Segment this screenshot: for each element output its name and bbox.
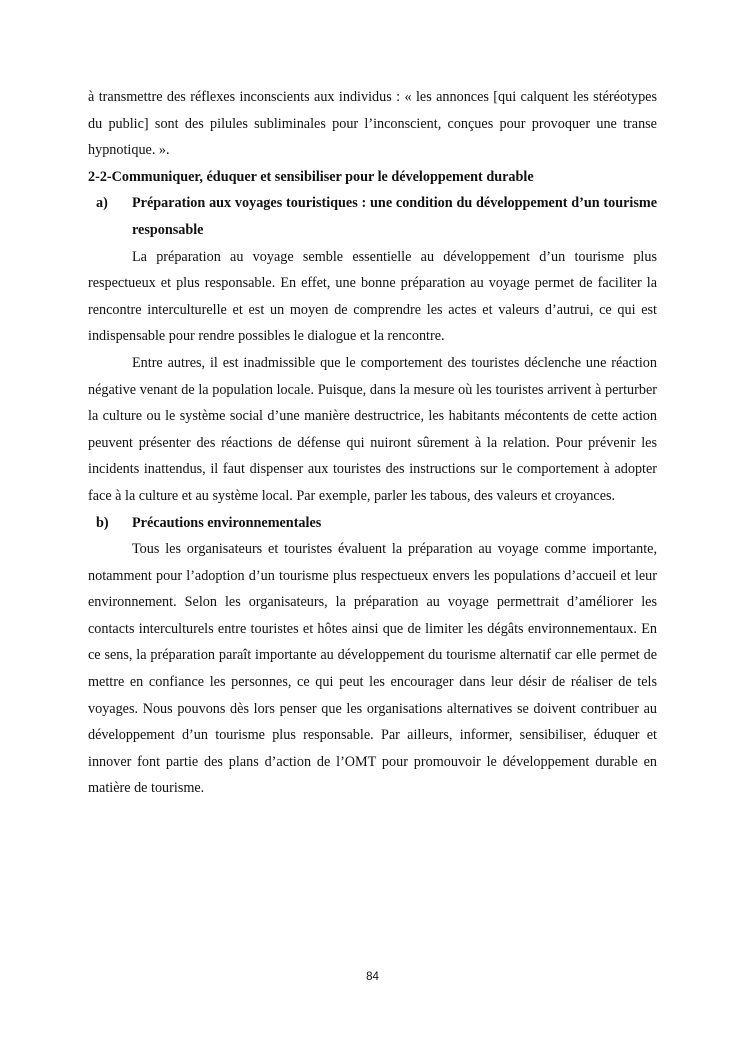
subsection-a-heading <box>88 190 657 243</box>
intro-paragraph: à transmettre des réflexes inconscients aux individus : « les annonces [qui calquent les stéréotypes du public] sont des pilules subliminales pour l’inconscient, conçues pour provoquer une transe hypnotique. ». <box>88 89 657 159</box>
section-heading: 2-2-Communiquer, éduquer et sensibiliser pour le développement durable <box>88 168 534 185</box>
subsection-a-title: Préparation aux voyages touristiques : une condition du développement d’un tourisme responsable <box>132 195 657 238</box>
paragraph-environment: Tous les organisateurs et touristes évaluent la préparation au voyage comme importante, notamment pour l’adoption d’un tourisme plus respectueux envers les populations d’accueil et leur environnement. Selon les organisateurs, la préparation au voyage permettrait d’améliorer les contacts interculturels entre touristes et hôtes ainsi que de limiter les dégâts environnementaux. En ce sens, la préparation paraît importante au développement du tourisme alternatif car elle permet de mettre en confiance les personnes, ce qui peut les encourager dans leur désir de réaliser de tels voyages. Nous pouvons dès lors penser que les organisations alternatives se doivent contribuer au développement d’un tourisme plus responsable. Par ailleurs, informer, sensibiliser, éduquer et innover font partie des plans d’action de l’OMT pour promouvoir le développement durable en matière de tourisme. <box>88 541 657 797</box>
paragraph-behavior: Entre autres, il est inadmissible que le comportement des touristes déclenche une réaction négative venant de la population locale. Puisque, dans la mesure où les touristes arrivent à perturber la culture ou le système social d’une manière destructrice, les habitants mécontents de cette action peuvent présenter des réactions de défense qui nuiront sûrement à la relation. Pour prévenir les incidents inattendus, il faut dispenser aux touristes des instructions sur le comportement à adopter face à la culture et au système local. Par exemple, parler les tabous, des valeurs et croyances. <box>88 354 657 504</box>
subsection-b-marker: b) <box>96 514 109 531</box>
paragraph-preparation: La préparation au voyage semble essentielle au développement d’un tourisme plus respectueux et plus responsable. En effet, une bonne préparation au voyage permet de faciliter la rencontre interculturelle et est un moyen de comprendre les actes et valeurs d’autrui, ce qui est indispensable pour rendre possibles le dialogue et la rencontre. <box>88 248 657 345</box>
subsection-b-title: Précautions environnementales <box>132 514 322 531</box>
page-number: 84 <box>366 971 379 983</box>
subsection-b-heading <box>88 510 657 537</box>
page-body <box>88 84 657 802</box>
subsection-a-marker: a) <box>96 195 108 212</box>
